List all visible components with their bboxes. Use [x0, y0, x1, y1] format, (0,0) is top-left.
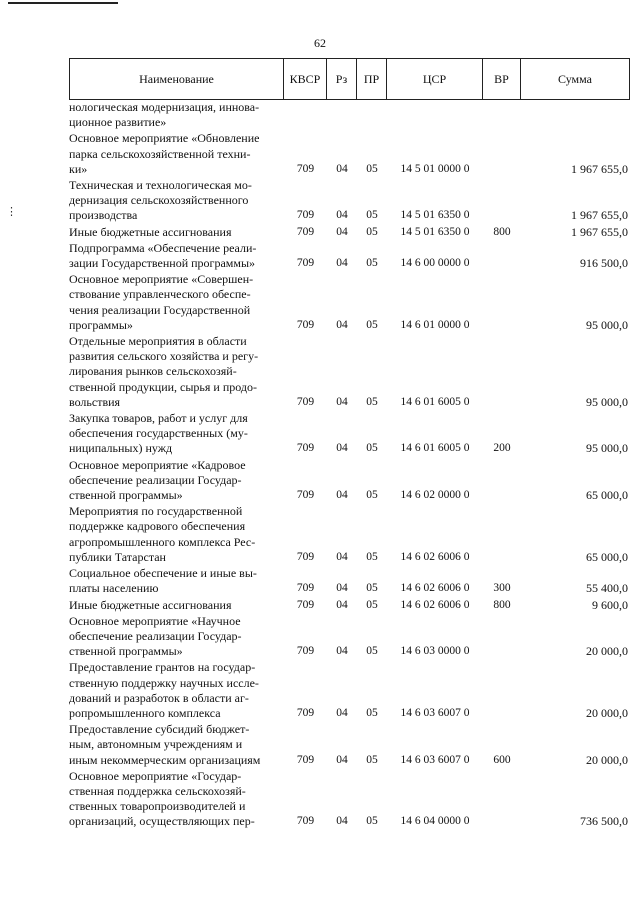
cell-rz: 04 — [336, 753, 348, 766]
cell-csr: 14 6 02 6006 0 — [400, 582, 470, 595]
row-name — [69, 178, 284, 224]
cell-rz: 04 — [336, 162, 348, 175]
row-name-line: ционное развитие» — [69, 115, 167, 130]
cell-pr: 05 — [366, 815, 378, 828]
cell-csr: 14 5 01 6350 0 — [400, 209, 470, 222]
table-row — [69, 411, 630, 457]
cell-vr: 600 — [493, 753, 511, 766]
cell-kvsr: 709 — [296, 489, 315, 502]
cell-rz: 04 — [336, 815, 348, 828]
cell-vr: 200 — [493, 442, 511, 455]
row-name-line: Основное мероприятие «Совершен- — [69, 272, 254, 287]
cell-kvsr: 709 — [296, 395, 315, 408]
cell-pr: 05 — [366, 753, 378, 766]
row-name-line: зации Государственной программы» — [69, 256, 256, 271]
table-row — [69, 722, 630, 768]
cell-csr: 14 5 01 0000 0 — [400, 162, 470, 175]
cell-rz: 04 — [336, 209, 348, 222]
cell-pr: 05 — [366, 706, 378, 719]
cell-sum: 20 000,0 — [586, 752, 628, 767]
cell-kvsr: 709 — [296, 209, 315, 222]
cell-pr: 05 — [366, 318, 378, 331]
side-mark: ⋮ — [6, 206, 17, 218]
row-name-line: иным некоммерческим организациям — [69, 752, 261, 767]
table-row — [69, 241, 630, 271]
table-row — [69, 614, 630, 660]
cell-sum: 1 967 655,0 — [571, 224, 628, 239]
table-header — [69, 58, 630, 100]
cell-csr: 14 6 00 0000 0 — [400, 257, 470, 270]
table-row — [69, 272, 630, 333]
cell-pr: 05 — [366, 162, 378, 175]
row-name-line: лирования рынков сельскохозяй- — [69, 364, 237, 379]
cell-pr: 05 — [366, 225, 378, 238]
table-row — [69, 178, 630, 224]
row-name-line: чения реализации Государственной — [69, 302, 251, 317]
cell-sum: 95 000,0 — [586, 317, 628, 332]
row-name-line: поддержке кадрового обеспечения — [69, 519, 246, 534]
cell-sum: 20 000,0 — [586, 705, 628, 720]
row-name-line: обеспечения государственных (му- — [69, 426, 248, 441]
row-name-line: Отдельные мероприятия в области — [69, 334, 247, 349]
cell-rz: 04 — [336, 225, 348, 238]
row-name-line: ственных товаропроизводителей и — [69, 799, 246, 814]
cell-pr: 05 — [366, 645, 378, 658]
row-name-line: обеспечение реализации Государ- — [69, 472, 242, 487]
cell-sum: 9 600,0 — [592, 597, 628, 612]
row-name — [69, 598, 284, 613]
cell-kvsr: 709 — [296, 598, 315, 611]
table-row — [69, 504, 630, 565]
cell-pr: 05 — [366, 395, 378, 408]
row-name — [69, 334, 284, 410]
row-name-line: организаций, осуществляющих пер- — [69, 814, 255, 829]
row-name-line: Основное мероприятие «Государ- — [69, 768, 242, 783]
row-name — [69, 411, 284, 457]
row-name-line: Основное мероприятие «Кадровое — [69, 457, 246, 472]
page-number: 62 — [314, 36, 326, 50]
header-rz: Рз — [327, 59, 357, 99]
table-row — [69, 131, 630, 177]
row-name-line: платы населению — [69, 581, 159, 596]
cell-pr: 05 — [366, 598, 378, 611]
cell-csr: 14 6 01 0000 0 — [400, 318, 470, 331]
cell-sum: 95 000,0 — [586, 441, 628, 456]
row-name-line: ки» — [69, 161, 88, 176]
cell-vr: 800 — [493, 225, 511, 238]
table-row — [69, 225, 630, 240]
table-row — [69, 769, 630, 830]
row-name-line: нологическая модернизация, иннова- — [69, 100, 260, 114]
cell-rz: 04 — [336, 257, 348, 270]
header-kvsr: КВСР — [284, 59, 327, 99]
cell-rz: 04 — [336, 395, 348, 408]
header-vr: ВР — [483, 59, 521, 99]
row-name-line: Предоставление грантов на государ- — [69, 660, 256, 675]
row-name — [69, 225, 284, 240]
cell-csr: 14 6 03 0000 0 — [400, 645, 470, 658]
cell-csr: 14 6 02 6006 0 — [400, 598, 470, 611]
cell-vr: 300 — [493, 582, 511, 595]
row-name-line: ственной программы» — [69, 644, 183, 659]
cell-pr: 05 — [366, 489, 378, 502]
cell-sum: 736 500,0 — [580, 814, 628, 829]
cell-rz: 04 — [336, 706, 348, 719]
cell-kvsr: 709 — [296, 815, 315, 828]
cell-kvsr: 709 — [296, 318, 315, 331]
header-csr: ЦСР — [387, 59, 483, 99]
cell-kvsr: 709 — [296, 225, 315, 238]
cell-kvsr: 709 — [296, 753, 315, 766]
cell-sum: 55 400,0 — [586, 581, 628, 596]
cell-kvsr: 709 — [296, 257, 315, 270]
row-name — [69, 614, 284, 660]
row-name — [69, 660, 284, 721]
cell-sum: 1 967 655,0 — [571, 208, 628, 223]
cell-csr: 14 6 04 0000 0 — [400, 815, 470, 828]
cell-sum: 916 500,0 — [580, 256, 628, 271]
header-sum: Сумма — [521, 59, 630, 99]
row-name-line: Иные бюджетные ассигнования — [69, 224, 232, 239]
row-name-line: ным, автономным учреждениям и — [69, 737, 243, 752]
table-row — [69, 598, 630, 613]
row-name-line: производства — [69, 208, 138, 223]
table-row — [69, 660, 630, 721]
cell-kvsr: 709 — [296, 550, 315, 563]
table-row — [69, 458, 630, 504]
table-row — [69, 100, 630, 130]
cell-csr: 14 6 03 6007 0 — [400, 753, 470, 766]
row-name-line: Основное мероприятие «Обновление — [69, 131, 260, 146]
row-name-line: ниципальных) нужд — [69, 441, 173, 456]
cell-csr: 14 6 01 6005 0 — [400, 395, 470, 408]
cell-csr: 14 6 03 6007 0 — [400, 706, 470, 719]
cell-rz: 04 — [336, 598, 348, 611]
cell-rz: 04 — [336, 489, 348, 502]
row-name-line: Закупка товаров, работ и услуг для — [69, 411, 248, 426]
cell-kvsr: 709 — [296, 162, 315, 175]
row-name-line: агропромышленного комплекса Рес- — [69, 534, 256, 549]
table-row — [69, 566, 630, 596]
cell-kvsr: 709 — [296, 582, 315, 595]
row-name-line: ственную поддержку научных иссле- — [69, 675, 259, 690]
row-name — [69, 769, 284, 830]
cell-sum: 65 000,0 — [586, 549, 628, 564]
row-name-line: Иные бюджетные ассигнования — [69, 597, 232, 612]
cell-pr: 05 — [366, 257, 378, 270]
row-name — [69, 566, 284, 596]
row-name-line: Основное мероприятие «Научное — [69, 613, 241, 628]
row-name-line: ственная поддержка сельскохозяй- — [69, 783, 246, 798]
cell-kvsr: 709 — [296, 706, 315, 719]
cell-vr: 800 — [493, 598, 511, 611]
cell-sum: 65 000,0 — [586, 488, 628, 503]
row-name — [69, 272, 284, 333]
budget-table — [69, 58, 630, 831]
header-pr: ПР — [357, 59, 387, 99]
cell-sum: 1 967 655,0 — [571, 161, 628, 176]
header-name: Наименование — [69, 59, 284, 99]
cell-csr: 14 6 02 6006 0 — [400, 550, 470, 563]
cell-pr: 05 — [366, 582, 378, 595]
row-name-line: парка сельскохозяйственной техни- — [69, 146, 251, 161]
row-name-line: обеспечение реализации Государ- — [69, 628, 242, 643]
row-name-line: вольствия — [69, 394, 121, 409]
cell-rz: 04 — [336, 550, 348, 563]
row-name — [69, 504, 284, 565]
cell-pr: 05 — [366, 550, 378, 563]
row-name-line: ственной программы» — [69, 488, 183, 503]
row-name-line: ственной продукции, сырья и продо- — [69, 379, 258, 394]
row-name-line: Подпрограмма «Обеспечение реали- — [69, 240, 257, 255]
cell-csr: 14 6 02 0000 0 — [400, 489, 470, 502]
cell-rz: 04 — [336, 582, 348, 595]
cell-pr: 05 — [366, 442, 378, 455]
table-body — [69, 100, 630, 830]
row-name — [69, 458, 284, 504]
cell-pr: 05 — [366, 209, 378, 222]
top-rule — [8, 2, 118, 4]
row-name-line: ропромышленного комплекса — [69, 705, 221, 720]
row-name-line: Техническая и технологическая мо- — [69, 178, 252, 193]
row-name-line: дований и разработок в области аг- — [69, 690, 249, 705]
cell-kvsr: 709 — [296, 645, 315, 658]
cell-csr: 14 6 01 6005 0 — [400, 442, 470, 455]
cell-csr: 14 5 01 6350 0 — [400, 225, 470, 238]
cell-rz: 04 — [336, 318, 348, 331]
row-name — [69, 131, 284, 177]
row-name-line: программы» — [69, 317, 133, 332]
cell-sum: 20 000,0 — [586, 644, 628, 659]
cell-rz: 04 — [336, 645, 348, 658]
row-name-line: публики Татарстан — [69, 549, 166, 564]
cell-kvsr: 709 — [296, 442, 315, 455]
cell-rz: 04 — [336, 442, 348, 455]
row-name — [69, 100, 284, 130]
cell-sum: 95 000,0 — [586, 394, 628, 409]
row-name-line: ствование управленческого обеспе- — [69, 287, 251, 302]
row-name — [69, 722, 284, 768]
table-row — [69, 334, 630, 410]
row-name-line: развития сельского хозяйства и регу- — [69, 349, 259, 364]
row-name — [69, 241, 284, 271]
row-name-line: дернизация сельскохозяйственного — [69, 193, 249, 208]
row-name-line: Предоставление субсидий бюджет- — [69, 722, 250, 737]
row-name-line: Социальное обеспечение и иные вы- — [69, 566, 257, 581]
row-name-line: Мероприятия по государственной — [69, 504, 243, 519]
